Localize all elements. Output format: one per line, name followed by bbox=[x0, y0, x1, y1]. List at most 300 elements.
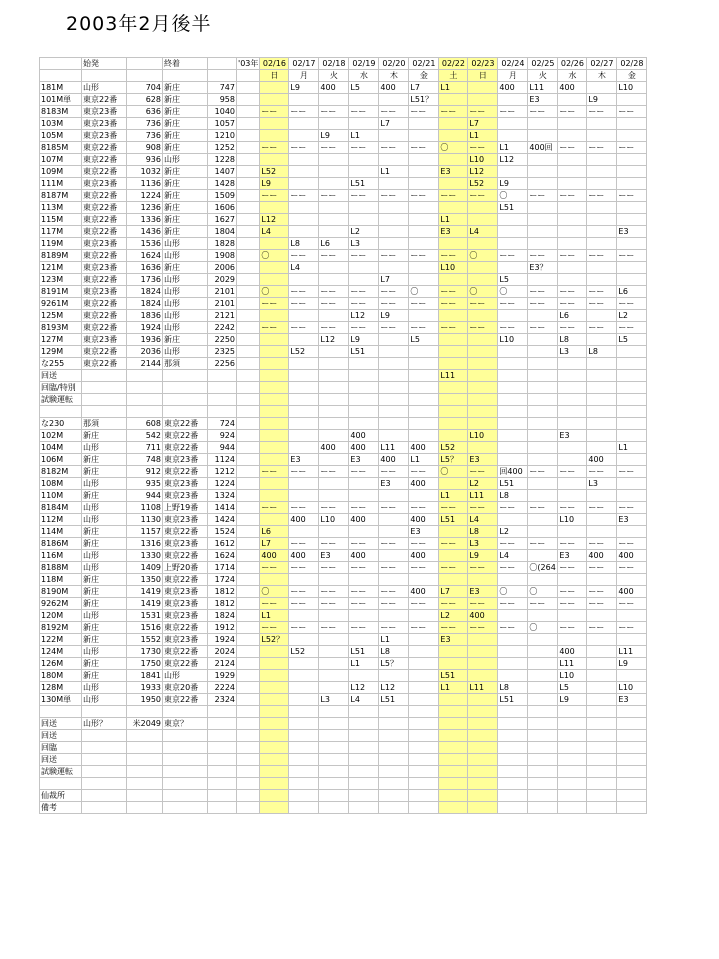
cell bbox=[439, 310, 468, 322]
cell bbox=[237, 634, 260, 646]
cell bbox=[558, 178, 587, 190]
table-row bbox=[40, 142, 647, 154]
cell bbox=[498, 370, 528, 382]
cell bbox=[163, 382, 208, 394]
cell bbox=[349, 754, 379, 766]
cell: ーー bbox=[587, 190, 617, 202]
cell bbox=[498, 718, 528, 730]
timetable-body bbox=[40, 58, 647, 814]
cell: 米2049 bbox=[127, 718, 163, 730]
cell: 木 bbox=[587, 70, 617, 82]
cell bbox=[587, 706, 617, 718]
cell: 新庄 bbox=[82, 454, 127, 466]
cell: ーー bbox=[260, 190, 289, 202]
cell bbox=[528, 274, 558, 286]
cell bbox=[289, 226, 319, 238]
cell bbox=[237, 250, 260, 262]
cell: 東京？ bbox=[163, 718, 208, 730]
cell bbox=[163, 370, 208, 382]
cell: 1552 bbox=[127, 634, 163, 646]
cell bbox=[528, 406, 558, 418]
cell: 始発 bbox=[82, 58, 127, 70]
cell bbox=[528, 310, 558, 322]
cell: 101M単 bbox=[40, 94, 82, 106]
cell: L8 bbox=[379, 646, 409, 658]
cell: 1324 bbox=[208, 490, 237, 502]
cell: L2 bbox=[617, 310, 647, 322]
cell: ーー bbox=[289, 562, 319, 574]
cell: L12 bbox=[260, 214, 289, 226]
cell bbox=[558, 706, 587, 718]
cell bbox=[498, 430, 528, 442]
cell: E3 bbox=[379, 478, 409, 490]
cell: ーー bbox=[468, 622, 498, 634]
table-row bbox=[40, 622, 647, 634]
cell bbox=[528, 742, 558, 754]
cell bbox=[439, 718, 468, 730]
cell: ーー bbox=[409, 622, 439, 634]
cell: 東京23番 bbox=[82, 178, 127, 190]
cell: 東京22番 bbox=[163, 694, 208, 706]
cell bbox=[558, 778, 587, 790]
cell bbox=[319, 358, 349, 370]
cell bbox=[127, 742, 163, 754]
cell bbox=[468, 358, 498, 370]
cell bbox=[319, 346, 349, 358]
cell bbox=[439, 730, 468, 742]
cell: ーー bbox=[498, 106, 528, 118]
table-row bbox=[40, 538, 647, 550]
cell: 1108 bbox=[127, 502, 163, 514]
cell bbox=[558, 766, 587, 778]
cell bbox=[379, 766, 409, 778]
cell: ーー bbox=[409, 562, 439, 574]
cell: 東京22番 bbox=[82, 142, 127, 154]
cell: 東京22番 bbox=[82, 358, 127, 370]
cell: L9 bbox=[319, 130, 349, 142]
cell: L51 bbox=[349, 346, 379, 358]
cell bbox=[260, 778, 289, 790]
cell: ーー bbox=[439, 598, 468, 610]
cell bbox=[587, 742, 617, 754]
cell bbox=[237, 358, 260, 370]
cell bbox=[349, 766, 379, 778]
cell bbox=[237, 718, 260, 730]
cell: ーー bbox=[587, 466, 617, 478]
cell bbox=[260, 694, 289, 706]
cell: '03年 bbox=[238, 59, 259, 68]
cell: ーー bbox=[289, 586, 319, 598]
cell bbox=[237, 394, 260, 406]
cell: L11 bbox=[439, 370, 468, 382]
cell bbox=[379, 706, 409, 718]
cell: L10 bbox=[468, 154, 498, 166]
cell: L4 bbox=[468, 514, 498, 526]
cell bbox=[237, 142, 260, 154]
cell bbox=[558, 274, 587, 286]
cell: 東京22番 bbox=[82, 226, 127, 238]
cell bbox=[587, 334, 617, 346]
cell: 1057 bbox=[208, 118, 237, 130]
cell bbox=[349, 526, 379, 538]
cell bbox=[379, 778, 409, 790]
table-row bbox=[40, 526, 647, 538]
cell: 1224 bbox=[127, 190, 163, 202]
cell bbox=[498, 670, 528, 682]
cell bbox=[498, 94, 528, 106]
cell: ーー bbox=[319, 502, 349, 514]
cell: 400 bbox=[617, 550, 647, 562]
cell: ーー bbox=[409, 106, 439, 118]
cell bbox=[379, 670, 409, 682]
cell bbox=[260, 274, 289, 286]
cell bbox=[498, 790, 528, 802]
cell bbox=[468, 670, 498, 682]
cell bbox=[349, 790, 379, 802]
cell: 736 bbox=[127, 118, 163, 130]
cell: ーー bbox=[617, 106, 647, 118]
cell: 944 bbox=[127, 490, 163, 502]
cell bbox=[468, 82, 498, 94]
table-row bbox=[40, 190, 647, 202]
cell bbox=[558, 358, 587, 370]
cell: ーー bbox=[528, 286, 558, 298]
cell bbox=[409, 394, 439, 406]
cell: L12 bbox=[498, 154, 528, 166]
cell bbox=[528, 802, 558, 814]
cell: 火 bbox=[319, 70, 349, 82]
cell: 1350 bbox=[127, 574, 163, 586]
cell: ーー bbox=[439, 250, 468, 262]
cell: 新庄 bbox=[163, 118, 208, 130]
cell bbox=[319, 310, 349, 322]
cell bbox=[260, 94, 289, 106]
cell: 122M bbox=[40, 634, 82, 646]
cell: E3 bbox=[617, 514, 647, 526]
cell bbox=[498, 574, 528, 586]
cell: 新庄 bbox=[163, 130, 208, 142]
cell: 1627 bbox=[208, 214, 237, 226]
cell bbox=[439, 358, 468, 370]
cell bbox=[409, 202, 439, 214]
cell: 山形 bbox=[82, 610, 127, 622]
cell bbox=[127, 70, 163, 82]
cell: 126M bbox=[40, 658, 82, 670]
cell: 回送 bbox=[40, 730, 82, 742]
cell: 金 bbox=[409, 70, 439, 82]
cell bbox=[587, 358, 617, 370]
cell bbox=[319, 454, 349, 466]
cell bbox=[498, 514, 528, 526]
cell: 912 bbox=[127, 466, 163, 478]
cell: 1824 bbox=[127, 298, 163, 310]
cell: 〇 bbox=[528, 622, 558, 634]
cell: L5 bbox=[617, 334, 647, 346]
cell bbox=[289, 154, 319, 166]
cell: L51 bbox=[498, 202, 528, 214]
cell: 日 bbox=[468, 70, 498, 82]
cell bbox=[127, 730, 163, 742]
cell: 1330 bbox=[127, 550, 163, 562]
cell bbox=[528, 490, 558, 502]
cell: ーー bbox=[528, 298, 558, 310]
cell bbox=[40, 70, 82, 82]
cell bbox=[498, 634, 528, 646]
cell bbox=[439, 742, 468, 754]
cell: 109M bbox=[40, 166, 82, 178]
cell bbox=[558, 490, 587, 502]
cell bbox=[237, 706, 260, 718]
cell: L51 bbox=[439, 670, 468, 682]
cell: E3 bbox=[319, 550, 349, 562]
cell bbox=[163, 778, 208, 790]
cell bbox=[439, 754, 468, 766]
cell bbox=[528, 610, 558, 622]
cell bbox=[319, 394, 349, 406]
cell bbox=[237, 430, 260, 442]
cell: 105M bbox=[40, 130, 82, 142]
cell bbox=[319, 154, 349, 166]
cell: 1032 bbox=[127, 166, 163, 178]
table-row bbox=[40, 310, 647, 322]
cell bbox=[82, 742, 127, 754]
cell: 1908 bbox=[208, 250, 237, 262]
cell bbox=[587, 310, 617, 322]
cell bbox=[260, 154, 289, 166]
cell bbox=[528, 550, 558, 562]
cell: ーー bbox=[409, 250, 439, 262]
cell: 924 bbox=[208, 430, 237, 442]
cell: 636 bbox=[127, 106, 163, 118]
cell: 〇(264 bbox=[528, 562, 558, 574]
table-row bbox=[40, 802, 647, 814]
cell bbox=[498, 754, 528, 766]
cell: 東京22番 bbox=[82, 190, 127, 202]
cell: ーー bbox=[587, 250, 617, 262]
cell bbox=[528, 730, 558, 742]
cell: L51 bbox=[349, 178, 379, 190]
cell: E3 bbox=[468, 454, 498, 466]
cell bbox=[289, 418, 319, 430]
cell bbox=[349, 154, 379, 166]
table-row bbox=[40, 130, 647, 142]
cell bbox=[528, 778, 558, 790]
cell bbox=[409, 766, 439, 778]
cell bbox=[260, 742, 289, 754]
cell bbox=[349, 778, 379, 790]
cell: 8191M bbox=[40, 286, 82, 298]
cell: ーー bbox=[409, 142, 439, 154]
cell bbox=[558, 718, 587, 730]
cell bbox=[127, 754, 163, 766]
cell bbox=[617, 238, 647, 250]
cell bbox=[349, 706, 379, 718]
table-row bbox=[40, 274, 647, 286]
cell bbox=[82, 778, 127, 790]
cell bbox=[349, 214, 379, 226]
cell: ーー bbox=[349, 190, 379, 202]
cell bbox=[260, 442, 289, 454]
cell: 608 bbox=[127, 418, 163, 430]
cell bbox=[289, 310, 319, 322]
cell: 958 bbox=[208, 94, 237, 106]
cell: 8182M bbox=[40, 466, 82, 478]
cell bbox=[319, 742, 349, 754]
cell: 東京22番 bbox=[163, 574, 208, 586]
cell bbox=[379, 490, 409, 502]
cell: 1624 bbox=[127, 250, 163, 262]
cell: 1316 bbox=[127, 538, 163, 550]
cell bbox=[528, 754, 558, 766]
cell bbox=[468, 202, 498, 214]
cell: ーー bbox=[617, 142, 647, 154]
cell bbox=[319, 526, 349, 538]
cell: L8 bbox=[587, 346, 617, 358]
cell: L9 bbox=[498, 178, 528, 190]
cell bbox=[237, 538, 260, 550]
cell bbox=[617, 346, 647, 358]
cell bbox=[587, 166, 617, 178]
cell: L4 bbox=[260, 226, 289, 238]
cell bbox=[289, 202, 319, 214]
cell: 新庄 bbox=[163, 166, 208, 178]
cell: 724 bbox=[208, 418, 237, 430]
cell: 115M bbox=[40, 214, 82, 226]
cell: L6 bbox=[319, 238, 349, 250]
cell: ーー bbox=[439, 106, 468, 118]
cell bbox=[468, 370, 498, 382]
cell: ーー bbox=[587, 298, 617, 310]
cell: ーー bbox=[558, 142, 587, 154]
table-row bbox=[40, 550, 647, 562]
cell bbox=[163, 730, 208, 742]
cell bbox=[468, 274, 498, 286]
cell bbox=[498, 214, 528, 226]
cell bbox=[468, 394, 498, 406]
cell bbox=[349, 274, 379, 286]
cell: 2242 bbox=[208, 322, 237, 334]
cell bbox=[498, 166, 528, 178]
cell bbox=[349, 742, 379, 754]
cell: L51 bbox=[439, 514, 468, 526]
cell: ーー bbox=[617, 622, 647, 634]
cell bbox=[379, 94, 409, 106]
cell: 1509 bbox=[208, 190, 237, 202]
cell: 02/19 bbox=[349, 58, 379, 70]
cell bbox=[617, 130, 647, 142]
cell bbox=[349, 202, 379, 214]
cell bbox=[587, 274, 617, 286]
cell bbox=[587, 442, 617, 454]
cell: 東京22番 bbox=[82, 94, 127, 106]
cell bbox=[468, 214, 498, 226]
cell: 東京23番 bbox=[82, 334, 127, 346]
cell bbox=[587, 754, 617, 766]
cell bbox=[237, 130, 260, 142]
cell bbox=[319, 646, 349, 658]
cell: ーー bbox=[379, 586, 409, 598]
cell bbox=[558, 742, 587, 754]
cell bbox=[379, 226, 409, 238]
cell: E3？ bbox=[528, 262, 558, 274]
cell bbox=[558, 406, 587, 418]
cell: 新庄 bbox=[163, 214, 208, 226]
cell: 628 bbox=[127, 94, 163, 106]
cell: ーー bbox=[319, 106, 349, 118]
cell bbox=[319, 574, 349, 586]
cell: ーー bbox=[349, 142, 379, 154]
table-row bbox=[40, 670, 647, 682]
cell: 1824 bbox=[127, 286, 163, 298]
cell: 107M bbox=[40, 154, 82, 166]
cell: ーー bbox=[349, 322, 379, 334]
cell: 〇 bbox=[498, 586, 528, 598]
cell bbox=[260, 130, 289, 142]
table-row bbox=[40, 646, 647, 658]
table-row bbox=[40, 586, 647, 598]
cell: 新庄 bbox=[163, 142, 208, 154]
cell bbox=[237, 682, 260, 694]
cell: ーー bbox=[319, 286, 349, 298]
cell bbox=[237, 238, 260, 250]
cell bbox=[319, 94, 349, 106]
cell: 1130 bbox=[127, 514, 163, 526]
cell bbox=[439, 430, 468, 442]
cell bbox=[498, 442, 528, 454]
cell bbox=[349, 118, 379, 130]
cell: 東京23番 bbox=[163, 610, 208, 622]
cell bbox=[289, 178, 319, 190]
cell: E3 bbox=[289, 454, 319, 466]
cell: 1419 bbox=[127, 586, 163, 598]
cell: ーー bbox=[409, 598, 439, 610]
cell: 127M bbox=[40, 334, 82, 346]
cell: ーー bbox=[439, 298, 468, 310]
cell bbox=[528, 382, 558, 394]
cell: 東京20番 bbox=[163, 682, 208, 694]
cell: 8186M bbox=[40, 538, 82, 550]
cell bbox=[528, 334, 558, 346]
cell bbox=[40, 406, 82, 418]
cell: 山形 bbox=[163, 274, 208, 286]
cell bbox=[587, 394, 617, 406]
cell: ーー bbox=[379, 298, 409, 310]
cell bbox=[82, 730, 127, 742]
cell: 400 bbox=[349, 550, 379, 562]
cell: ーー bbox=[379, 286, 409, 298]
cell: 山形 bbox=[82, 694, 127, 706]
cell bbox=[528, 526, 558, 538]
cell: 2144 bbox=[127, 358, 163, 370]
cell bbox=[587, 202, 617, 214]
cell bbox=[319, 754, 349, 766]
cell: 東京23番 bbox=[163, 598, 208, 610]
cell: 新庄 bbox=[82, 526, 127, 538]
cell: 新庄 bbox=[82, 586, 127, 598]
cell bbox=[498, 610, 528, 622]
cell bbox=[468, 94, 498, 106]
cell: ーー bbox=[319, 250, 349, 262]
cell bbox=[617, 718, 647, 730]
cell: 上野20番 bbox=[163, 562, 208, 574]
cell bbox=[617, 754, 647, 766]
cell bbox=[349, 670, 379, 682]
cell bbox=[260, 646, 289, 658]
cell: 180M bbox=[40, 670, 82, 682]
cell bbox=[237, 670, 260, 682]
cell: ーー bbox=[587, 142, 617, 154]
cell bbox=[528, 214, 558, 226]
